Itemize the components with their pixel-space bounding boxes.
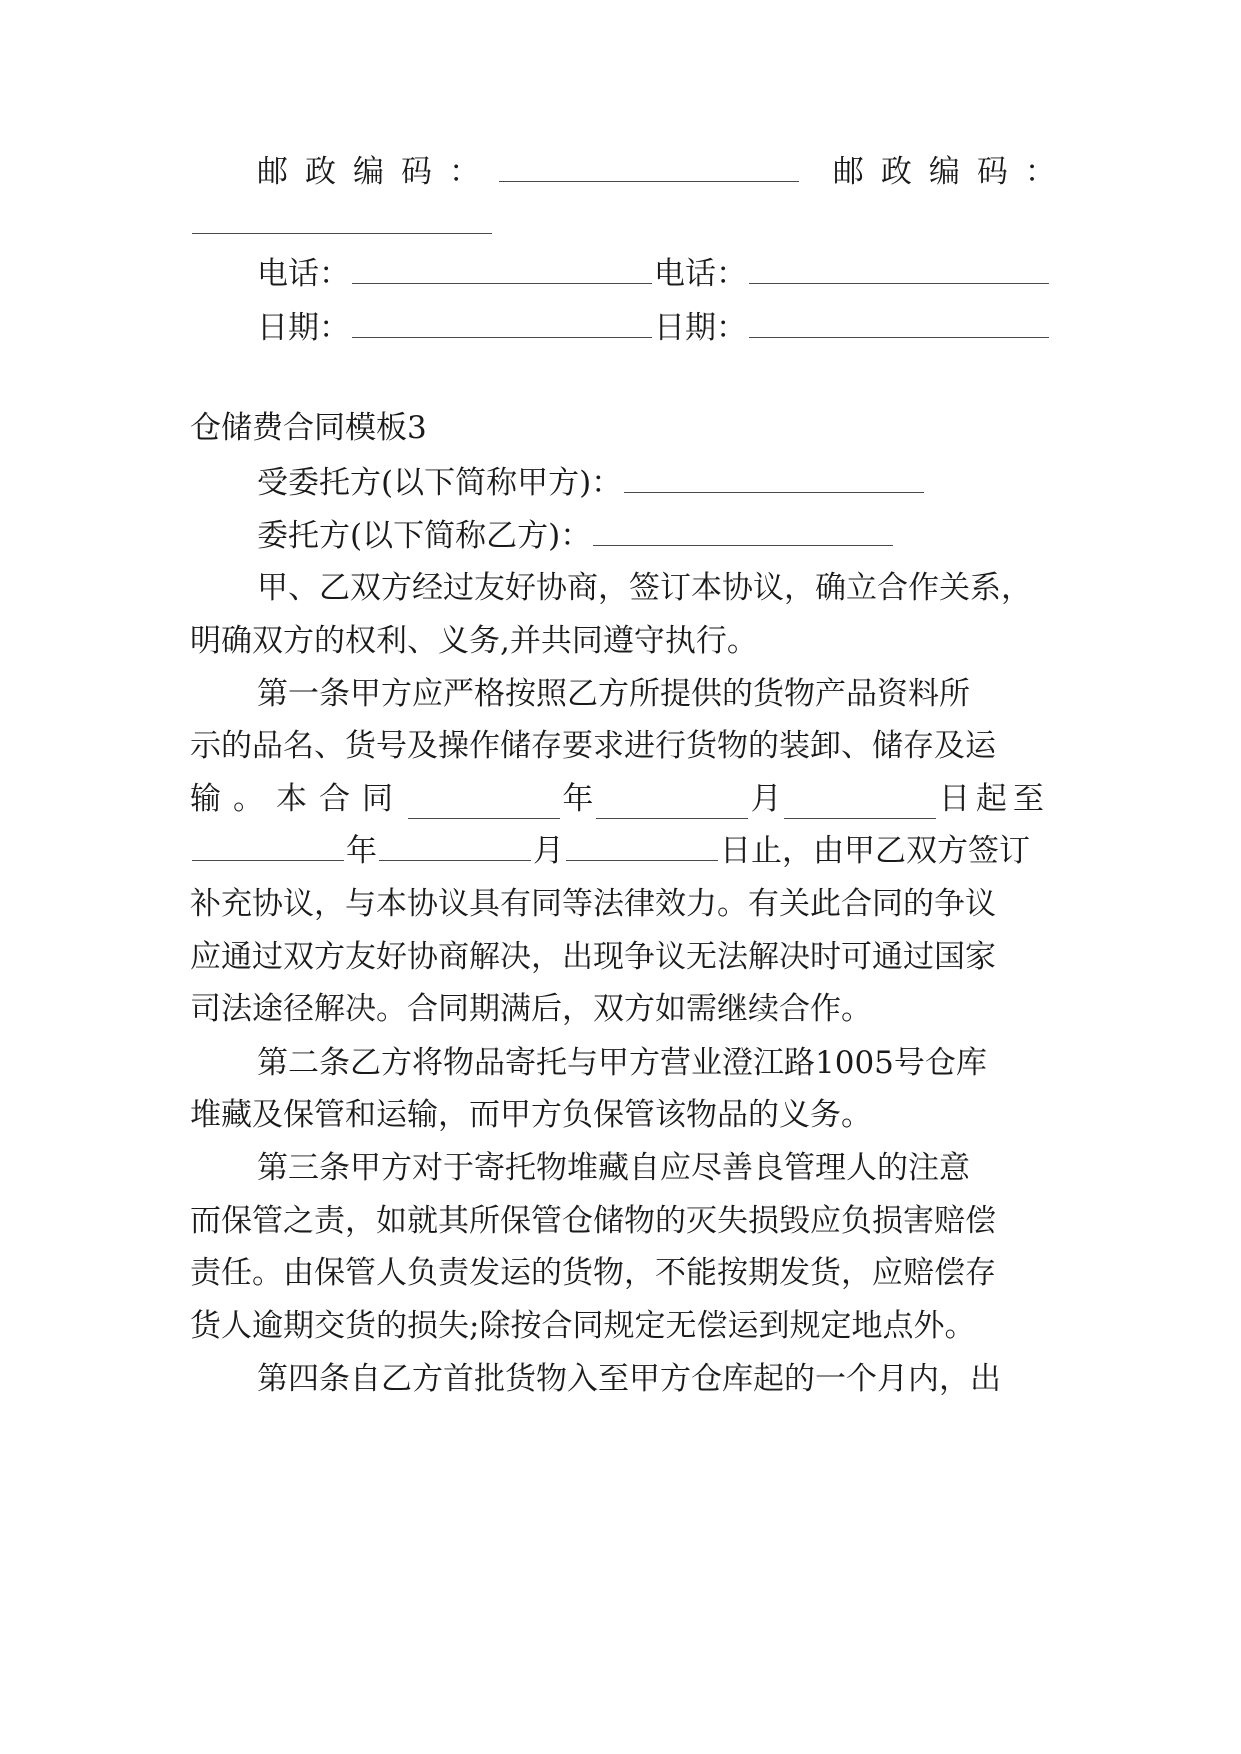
end-day-blank[interactable] [566, 832, 718, 861]
article3-line-2: 而保管之责，如就其所保管仓储物的灭失损毁应负损害赔偿 [190, 1203, 996, 1239]
article1-line-2: 示的品名、货号及操作储存要求进行货物的装卸、储存及运 [190, 728, 996, 764]
postcode-continuation-row [190, 204, 1050, 244]
article1-prefix: 输。本合同 [190, 781, 405, 817]
article2-line-2: 堆藏及保管和运输，而甲方负保管该物品的义务。 [190, 1097, 872, 1133]
postcode-label-a: 邮政编码： [257, 154, 497, 190]
phone-label-a: 电话： [257, 256, 350, 292]
party-b-blank[interactable] [593, 517, 893, 546]
party-a-label: 受委托方(以下简称甲方)： [257, 465, 623, 501]
article1-line-3 [190, 779, 1050, 819]
end-year-label: 年 [346, 833, 377, 869]
article1-line-7: 司法途径解决。合同期满后，双方如需继续合作。 [190, 991, 872, 1027]
intro-line-1: 甲、乙双方经过友好协商，签订本协议，确立合作关系， [257, 570, 1032, 606]
party-a-row [257, 463, 1050, 503]
date-label-a: 日期： [257, 310, 350, 346]
phone-blank-a[interactable] [352, 255, 652, 284]
end-month-label: 月 [533, 833, 564, 869]
start-month-blank[interactable] [596, 790, 748, 819]
party-b-label: 委托方(以下简称乙方)： [257, 518, 592, 554]
phone-row [257, 254, 1050, 294]
start-day-label: 日起至 [938, 781, 1050, 817]
intro-line-2: 明确双方的权利、义务,并共同遵守执行。 [190, 623, 758, 659]
start-month-label: 月 [750, 781, 782, 817]
article1-line-6: 应通过双方友好协商解决，出现争议无法解决时可通过国家 [190, 939, 996, 975]
article3-line-3: 责任。由保管人负责发运的货物，不能按期发货，应赔偿存 [190, 1255, 996, 1291]
postcode-blank-b[interactable] [192, 205, 492, 234]
date-label-b: 日期： [654, 310, 747, 346]
end-month-blank[interactable] [379, 832, 531, 861]
article1-line-1: 第一条甲方应严格按照乙方所提供的货物产品资料所 [257, 676, 970, 712]
end-year-blank[interactable] [192, 832, 344, 861]
article3-line-4: 货人逾期交货的损失;除按合同规定无偿运到规定地点外。 [190, 1308, 976, 1344]
article1-line-5: 补充协议，与本协议具有同等法律效力。有关此合同的争议 [190, 886, 996, 922]
postcode-blank-a[interactable] [499, 153, 799, 182]
article4-line-1: 第四条自乙方首批货物入至甲方仓库起的一个月内，出 [257, 1361, 1001, 1397]
party-a-blank[interactable] [624, 464, 924, 493]
article1-line-4 [190, 831, 1050, 871]
article3-line-1: 第三条甲方对于寄托物堆藏自应尽善良管理人的注意 [257, 1150, 970, 1186]
party-b-row [257, 516, 1050, 556]
date-blank-a[interactable] [352, 309, 652, 338]
article2-line-1: 第二条乙方将物品寄托与甲方营业澄江路1005号仓库 [257, 1045, 987, 1081]
date-row [257, 308, 1050, 348]
start-year-blank[interactable] [408, 790, 560, 819]
start-day-blank[interactable] [784, 790, 936, 819]
section-title: 仓储费合同模板3 [190, 410, 427, 446]
end-day-label: 日止，由甲乙双方签订 [720, 833, 1030, 869]
date-blank-b[interactable] [749, 309, 1049, 338]
postcode-row [257, 152, 1073, 192]
phone-label-b: 电话： [654, 256, 747, 292]
start-year-label: 年 [562, 781, 594, 817]
postcode-label-b: 邮政编码： [832, 154, 1073, 190]
phone-blank-b[interactable] [749, 255, 1049, 284]
